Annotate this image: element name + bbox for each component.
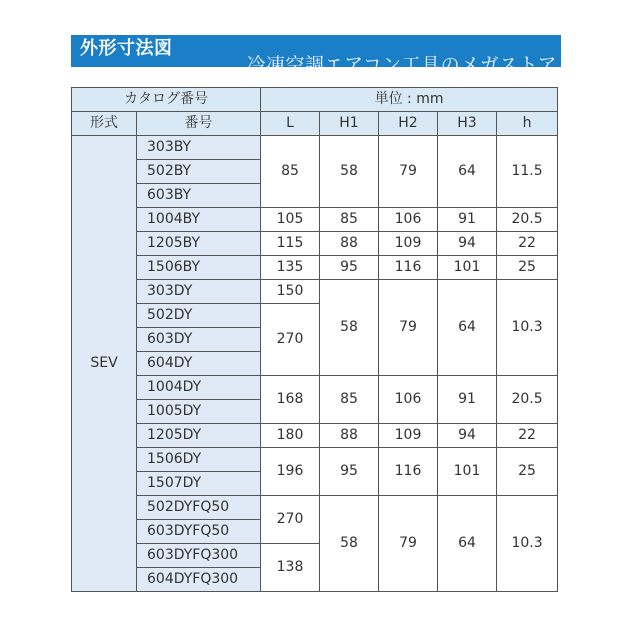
H3-value-cell: 91 (438, 376, 497, 424)
model-number-cell: 303BY (137, 136, 261, 160)
H3-value-cell: 94 (438, 424, 497, 448)
H3-value-cell: 101 (438, 256, 497, 280)
L-value-cell: 270 (261, 304, 320, 376)
table-row (72, 256, 558, 280)
H3-column-header: H3 (438, 112, 497, 136)
H1-value-cell: 88 (320, 232, 379, 256)
H3-value-cell: 101 (438, 448, 497, 496)
model-number-cell: 603BY (137, 184, 261, 208)
type-cell: SEV (72, 136, 137, 592)
L-value-cell: 138 (261, 544, 320, 592)
title-bar (71, 35, 561, 76)
model-number-cell: 303DY (137, 280, 261, 304)
model-number-cell: 1506BY (137, 256, 261, 280)
H3-value-cell: 64 (438, 280, 497, 376)
watermark-text: 冷凍空調エアコン工具のメガストア (246, 54, 557, 76)
L-value-cell: 150 (261, 280, 320, 304)
H2-value-cell: 109 (379, 232, 438, 256)
h-value-cell: 20.5 (497, 208, 558, 232)
table-row (72, 448, 558, 472)
model-number-cell: 1005DY (137, 400, 261, 424)
h-value-cell: 10.3 (497, 280, 558, 376)
page-title: 外形寸法図 (80, 38, 173, 59)
L-value-cell: 270 (261, 496, 320, 544)
H1-value-cell: 58 (320, 496, 379, 592)
H2-value-cell: 79 (379, 280, 438, 376)
H1-value-cell: 95 (320, 448, 379, 496)
model-number-cell: 1205BY (137, 232, 261, 256)
H2-value-cell: 106 (379, 376, 438, 424)
model-number-cell: 603DYFQ50 (137, 520, 261, 544)
h-value-cell: 25 (497, 448, 558, 496)
L-value-cell: 135 (261, 256, 320, 280)
h-value-cell: 25 (497, 256, 558, 280)
L-value-cell: 105 (261, 208, 320, 232)
model-number-cell: 502BY (137, 160, 261, 184)
h-value-cell: 20.5 (497, 376, 558, 424)
model-number-cell: 1506DY (137, 448, 261, 472)
number-column-header: 番号 (137, 112, 261, 136)
H2-value-cell: 106 (379, 208, 438, 232)
H2-value-cell: 109 (379, 424, 438, 448)
L-value-cell: 180 (261, 424, 320, 448)
H2-value-cell: 116 (379, 256, 438, 280)
model-number-cell: 603DYFQ300 (137, 544, 261, 568)
h-value-cell: 22 (497, 424, 558, 448)
H2-column-header: H2 (379, 112, 438, 136)
L-column-header: L (261, 112, 320, 136)
model-number-cell: 603DY (137, 328, 261, 352)
model-number-cell: 1507DY (137, 472, 261, 496)
table-row (72, 424, 558, 448)
H1-value-cell: 85 (320, 376, 379, 424)
H1-value-cell: 95 (320, 256, 379, 280)
model-number-cell: 1004DY (137, 376, 261, 400)
H3-value-cell: 91 (438, 208, 497, 232)
model-number-cell: 1004BY (137, 208, 261, 232)
H1-value-cell: 85 (320, 208, 379, 232)
H1-column-header: H1 (320, 112, 379, 136)
H1-value-cell: 58 (320, 136, 379, 208)
table-row (72, 232, 558, 256)
table-row (72, 496, 558, 520)
H1-value-cell: 58 (320, 280, 379, 376)
dimension-table (71, 87, 558, 592)
unit-header: 単位 : mm (261, 88, 558, 112)
L-value-cell: 115 (261, 232, 320, 256)
table-row (72, 376, 558, 400)
h-value-cell: 11.5 (497, 136, 558, 208)
h-value-cell: 10.3 (497, 496, 558, 592)
model-number-cell: 604DY (137, 352, 261, 376)
table-row (72, 280, 558, 304)
catalog-number-header: カタログ番号 (72, 88, 261, 112)
L-value-cell: 168 (261, 376, 320, 424)
model-number-cell: 604DYFQ300 (137, 568, 261, 592)
H2-value-cell: 116 (379, 448, 438, 496)
header-row (72, 88, 558, 112)
H3-value-cell: 94 (438, 232, 497, 256)
H3-value-cell: 64 (438, 136, 497, 208)
L-value-cell: 196 (261, 448, 320, 496)
column-header-row (72, 112, 558, 136)
H2-value-cell: 79 (379, 496, 438, 592)
H2-value-cell: 79 (379, 136, 438, 208)
L-value-cell: 85 (261, 136, 320, 208)
h-value-cell: 22 (497, 232, 558, 256)
table-row (72, 136, 558, 160)
model-number-cell: 1205DY (137, 424, 261, 448)
H1-value-cell: 88 (320, 424, 379, 448)
type-column-header: 形式 (72, 112, 137, 136)
h-column-header: h (497, 112, 558, 136)
table-row (72, 208, 558, 232)
model-number-cell: 502DY (137, 304, 261, 328)
H3-value-cell: 64 (438, 496, 497, 592)
model-number-cell: 502DYFQ50 (137, 496, 261, 520)
